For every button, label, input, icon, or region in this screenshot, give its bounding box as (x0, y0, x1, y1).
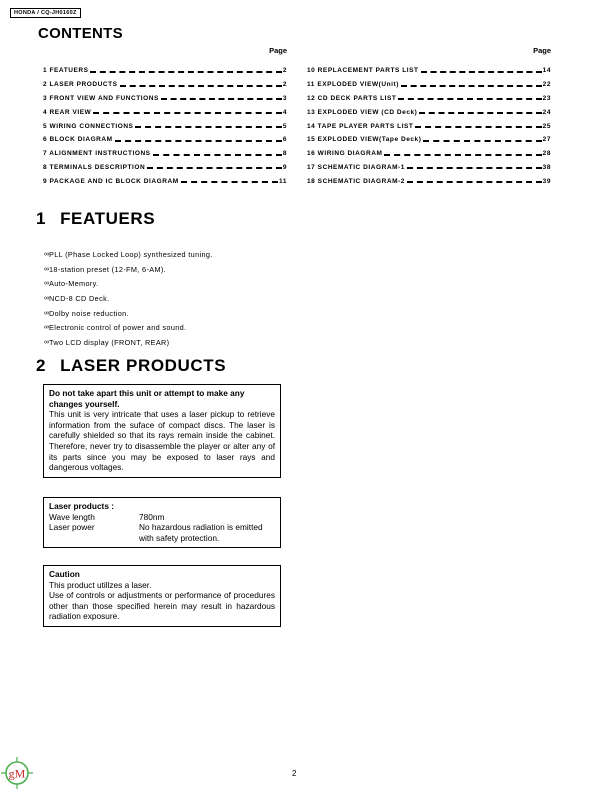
bullet-icon: ∞ (44, 295, 48, 303)
toc-entry[interactable] (43, 133, 287, 147)
toc-entry-title: 11 EXPLODED VIEW(Unit) (307, 81, 399, 89)
document-header-tag: HONDA / CQ-JH0160Z (10, 8, 81, 18)
contents-title: CONTENTS (38, 25, 123, 42)
laser-caution-box (43, 565, 281, 627)
feature-text: Auto-Memory. (49, 279, 99, 289)
toc-entry-page: 11 (279, 177, 287, 185)
toc-leader-dots (181, 181, 278, 183)
bullet-icon: ∞ (44, 280, 48, 288)
toc-entry-page: 27 (542, 136, 551, 144)
toc-left-list (43, 64, 287, 188)
page-number: 2 (292, 769, 297, 778)
toc-entry-title: 18 SCHEMATIC DIAGRAM-2 (307, 177, 405, 185)
toc-entry[interactable] (43, 92, 287, 106)
toc-entry-page: 9 (282, 163, 287, 171)
toc-leader-dots (120, 85, 282, 87)
toc-entry-title: 12 CD DECK PARTS LIST (307, 94, 397, 102)
toc-entry-page: 14 (542, 67, 551, 75)
laser-title: LASER PRODUCTS (60, 356, 227, 375)
toc-entry[interactable] (43, 78, 287, 92)
toc-entry-title: 14 TAPE PLAYER PARTS LIST (307, 122, 414, 130)
toc-entry[interactable] (307, 64, 551, 78)
feature-item (44, 292, 213, 307)
toc-page-label: Page (269, 46, 287, 55)
feature-text: NCD-8 CD Deck. (49, 294, 110, 304)
toc-entry[interactable] (43, 64, 287, 78)
toc-entry-page: 4 (282, 108, 287, 116)
toc-entry-page: 3 (282, 94, 287, 102)
toc-entry-title: 15 EXPLODED VIEW(Tape Deck) (307, 136, 422, 144)
warning-heading: Do not take apart this unit or attempt to make any changes yourself. (49, 388, 245, 409)
feature-text: 18-station preset (12-FM, 6-AM). (49, 264, 167, 274)
bullet-icon: ∞ (44, 339, 48, 347)
logo-text: gM (8, 766, 26, 781)
feature-item (44, 307, 213, 322)
toc-entry[interactable] (43, 161, 287, 175)
warning-body: This unit is very intricate that uses a laser pickup to retrieve information from the suface of compact discs. The laser is carefully shielded so that its rays remain inside the cabinet. Therefore, never try to disassemble the player or alter any of its parts since you may be exposed to laser rays and dangerous voltages. (49, 409, 275, 473)
laser-warning-box (43, 384, 281, 478)
toc-entry-page: 25 (542, 122, 551, 130)
toc-leader-dots (115, 140, 282, 142)
toc-entry[interactable] (307, 119, 551, 133)
toc-entry-page: 38 (542, 163, 551, 171)
laser-heading (36, 356, 226, 376)
toc-leader-dots (407, 181, 542, 183)
toc-leader-dots (161, 98, 282, 100)
gm-logo-icon (0, 756, 34, 790)
features-list (44, 248, 213, 351)
toc-entry-title: 6 BLOCK DIAGRAM (43, 136, 113, 144)
features-number: 1 (36, 209, 47, 228)
toc-entry-page: 2 (282, 67, 287, 75)
toc-right-column (307, 46, 551, 188)
toc-leader-dots (153, 154, 282, 156)
toc-entry-title: 16 WIRING DIAGRAM (307, 150, 383, 158)
toc-leader-dots (415, 126, 541, 128)
bullet-icon: ∞ (44, 251, 48, 258)
feature-item (44, 277, 213, 292)
toc-leader-dots (384, 154, 541, 156)
caution-line: This product utillzes a laser. (49, 579, 152, 590)
feature-text: Dolby noise reduction. (49, 308, 129, 318)
spec-wave-label: Wave length (49, 511, 95, 522)
toc-entry-page: 2 (282, 81, 287, 89)
toc-entry-title: 9 PACKAGE AND IC BLOCK DIAGRAM (43, 177, 179, 185)
toc-entry-page: 22 (542, 81, 551, 89)
bullet-icon: ∞ (44, 265, 48, 273)
toc-entry[interactable] (307, 105, 551, 119)
toc-leader-dots (90, 71, 281, 73)
toc-leader-dots (401, 85, 542, 87)
toc-entry-title: 1 FEATUERS (43, 67, 89, 75)
toc-entry-title: 5 WIRING CONNECTIONS (43, 122, 134, 130)
features-title: FEATUERS (60, 209, 156, 228)
toc-leader-dots (398, 98, 541, 100)
toc-leader-dots (135, 126, 281, 128)
spec-wave-value: 780nm (139, 511, 165, 522)
toc-entry[interactable] (307, 92, 551, 106)
toc-entry[interactable] (43, 147, 287, 161)
toc-entry-title: 10 REPLACEMENT PARTS LIST (307, 67, 419, 75)
spec-power-label: Laser power (49, 522, 95, 533)
feature-text: Electronic control of power and sound. (49, 323, 187, 333)
toc-entry[interactable] (307, 147, 551, 161)
toc-leader-dots (93, 112, 282, 114)
toc-leader-dots (421, 71, 542, 73)
toc-entry-title: 2 LASER PRODUCTS (43, 81, 118, 89)
feature-item (44, 336, 213, 351)
toc-entry-title: 3 FRONT VIEW AND FUNCTIONS (43, 94, 159, 102)
toc-entry-page: 23 (542, 94, 551, 102)
toc-entry-title: 7 ALIGNMENT INSTRUCTIONS (43, 150, 151, 158)
toc-entry[interactable] (307, 174, 551, 188)
feature-item (44, 248, 213, 263)
features-heading (36, 209, 155, 229)
toc-page-label: Page (533, 46, 551, 55)
spec-power-value: No hazardous radiation is emitted with safety protection. (139, 522, 263, 543)
feature-item (44, 321, 213, 336)
toc-entry-title: 17 SCHEMATIC DIAGRAM-1 (307, 163, 405, 171)
feature-text: Two LCD display (FRONT, REAR) (49, 338, 170, 348)
caution-body: Use of controls or adjustments or performance of procedures other than those specified herein may result in hazardous radiation exposure. (49, 590, 275, 622)
toc-leader-dots (419, 112, 541, 114)
toc-entry[interactable] (307, 161, 551, 175)
toc-entry-page: 28 (542, 150, 551, 158)
spec-row-wavelength (49, 512, 275, 523)
laser-spec-box (43, 497, 281, 548)
toc-entry[interactable] (43, 174, 287, 188)
toc-entry-page: 6 (282, 136, 287, 144)
spec-heading: Laser products : (49, 501, 115, 511)
toc-leader-dots (407, 167, 542, 169)
bullet-icon: ∞ (44, 309, 48, 317)
toc-entry-page: 5 (282, 122, 287, 130)
toc-leader-dots (147, 167, 282, 169)
toc-entry[interactable] (43, 119, 287, 133)
toc-entry-title: 8 TERMINALS DESCRIPTION (43, 163, 146, 171)
toc-right-list (307, 64, 551, 188)
toc-left-column (43, 46, 287, 188)
toc-leader-dots (423, 140, 541, 142)
spec-row-power (49, 522, 275, 543)
toc-entry[interactable] (307, 78, 551, 92)
toc-entry-title: 4 REAR VIEW (43, 108, 92, 116)
laser-number: 2 (36, 356, 47, 375)
toc-entry-title: 13 EXPLODED VIEW (CD Deck) (307, 108, 418, 116)
toc-entry-page: 39 (542, 177, 551, 185)
toc-entry-page: 8 (282, 150, 287, 158)
bullet-icon: ∞ (44, 324, 48, 332)
toc-entry-page: 24 (542, 108, 551, 116)
caution-heading: Caution (49, 569, 80, 579)
feature-text: PLL (Phase Locked Loop) synthesized tuning. (49, 250, 213, 259)
feature-item (44, 263, 213, 278)
toc-entry[interactable] (307, 133, 551, 147)
toc-entry[interactable] (43, 105, 287, 119)
